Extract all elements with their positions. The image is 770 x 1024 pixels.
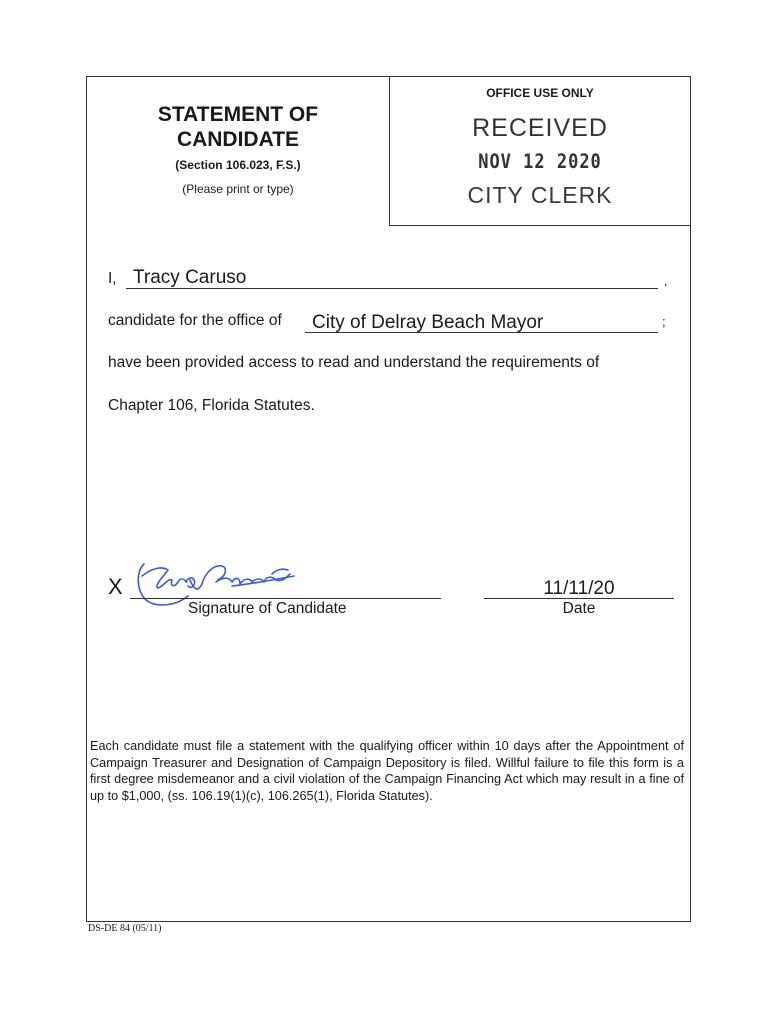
- print-instruction: (Please print or type): [182, 182, 294, 196]
- date-field[interactable]: 11/11/20: [543, 578, 615, 599]
- signature-line: [130, 598, 441, 599]
- office-name-field[interactable]: City of Delray Beach Mayor: [312, 312, 544, 333]
- received-stamp: RECEIVED: [472, 114, 608, 142]
- date-label: Date: [562, 600, 596, 617]
- pronoun-label: I,: [108, 270, 117, 287]
- office-line-end: ;: [662, 314, 666, 329]
- form-title-line1: STATEMENT OF: [157, 103, 319, 126]
- name-underline: [126, 288, 658, 289]
- form-title: [120, 102, 356, 152]
- office-underline: [305, 332, 658, 333]
- statement-line-1: have been provided access to read and understand the requirements of: [108, 354, 600, 371]
- statute-section: (Section 106.023, F.S.): [175, 158, 301, 172]
- office-use-label: OFFICE USE ONLY: [486, 86, 594, 100]
- received-stamp-date: NOV 12 2020: [478, 150, 602, 174]
- form-title-line2: CANDIDATE: [176, 128, 300, 151]
- city-clerk-stamp: CITY CLERK: [467, 182, 613, 208]
- signature-x-mark: X: [108, 574, 123, 599]
- filing-notice: Each candidate must file a statement with the qualifying officer within 10 days after the Appointment of Campaign Treasurer and Designation of Campaign Depository is filed. Willful failure to file this form is a first degree misdemeanor and a civil violation of the Campaign Financing Act which may result in a fine of up to $1,000, (ss. 106.19(1)(c), 106.265(1), Florida Statutes).: [90, 739, 684, 803]
- office-prefix-label: candidate for the office of: [108, 312, 282, 329]
- name-line-end: ,: [664, 274, 668, 288]
- form-code: DS-DE 84 (05/11): [88, 923, 162, 934]
- signature-label: Signature of Candidate: [188, 600, 347, 617]
- date-line: [484, 598, 674, 599]
- statement-line-2: Chapter 106, Florida Statutes.: [108, 397, 315, 414]
- candidate-name-field[interactable]: Tracy Caruso: [133, 267, 247, 288]
